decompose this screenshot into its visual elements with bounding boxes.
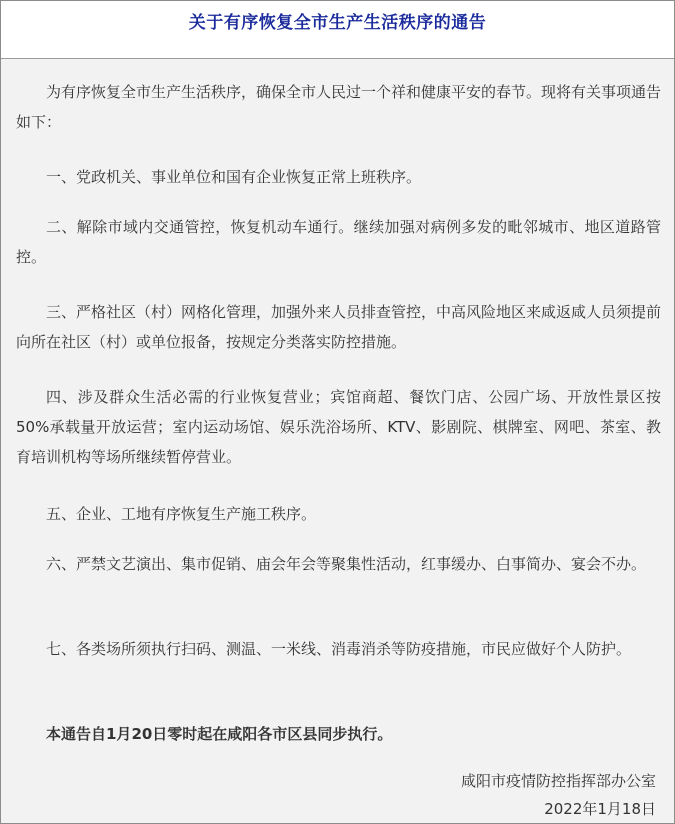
- item-paragraph-1: 一、党政机关、事业单位和国有企业恢复正常上班秩序。: [46, 168, 422, 186]
- intro-paragraph: 为有序恢复全市生产生活秩序，确保全市人民过一个祥和健康平安的春节。现将有关事项通告如下：: [16, 83, 662, 131]
- item-paragraph-6: 六、严禁文艺演出、集市促销、庙会年会等聚集性活动，红事缓办、白事简办、宴会不办。: [46, 555, 647, 573]
- item-paragraph-7: 七、各类场所须执行扫码、测温、一米线、消毒消杀等防疫措施，市民应做好个人防护。: [46, 640, 632, 658]
- item-paragraph-2: 二、解除市域内交通管控，恢复机动车通行。继续加强对病例多发的毗邻城市、地区道路管控。: [16, 218, 661, 266]
- item-paragraph-4: 四、涉及群众生活必需的行业恢复营业；宾馆商超、餐饮门店、公园广场、开放性景区按50%承载量开放运营；室内运动场馆、娱乐洗浴场所、KTV、影剧院、棋牌室、网吧、茶室、教育培训机构等场所继续暂停营业。: [16, 388, 661, 466]
- issuer-name: 咸阳市疫情防控指挥部办公室: [460, 772, 656, 790]
- item-paragraph-3: 三、严格社区（村）网格化管理，加强外来人员排查管控，中高风险地区来咸返咸人员须提前向所在社区（村）或单位报备，按规定分类落实防控措施。: [16, 303, 662, 351]
- notice-body: [1, 59, 674, 823]
- notice-title: 关于有序恢复全市生产生活秩序的通告: [188, 13, 487, 33]
- effective-statement: 本通告自1月20日零时起在咸阳各市区县同步执行。: [46, 725, 393, 743]
- item-paragraph-5: 五、企业、工地有序恢复生产施工秩序。: [46, 505, 317, 523]
- issue-date: 2022年1月18日: [544, 800, 656, 818]
- title-bar: [1, 1, 674, 58]
